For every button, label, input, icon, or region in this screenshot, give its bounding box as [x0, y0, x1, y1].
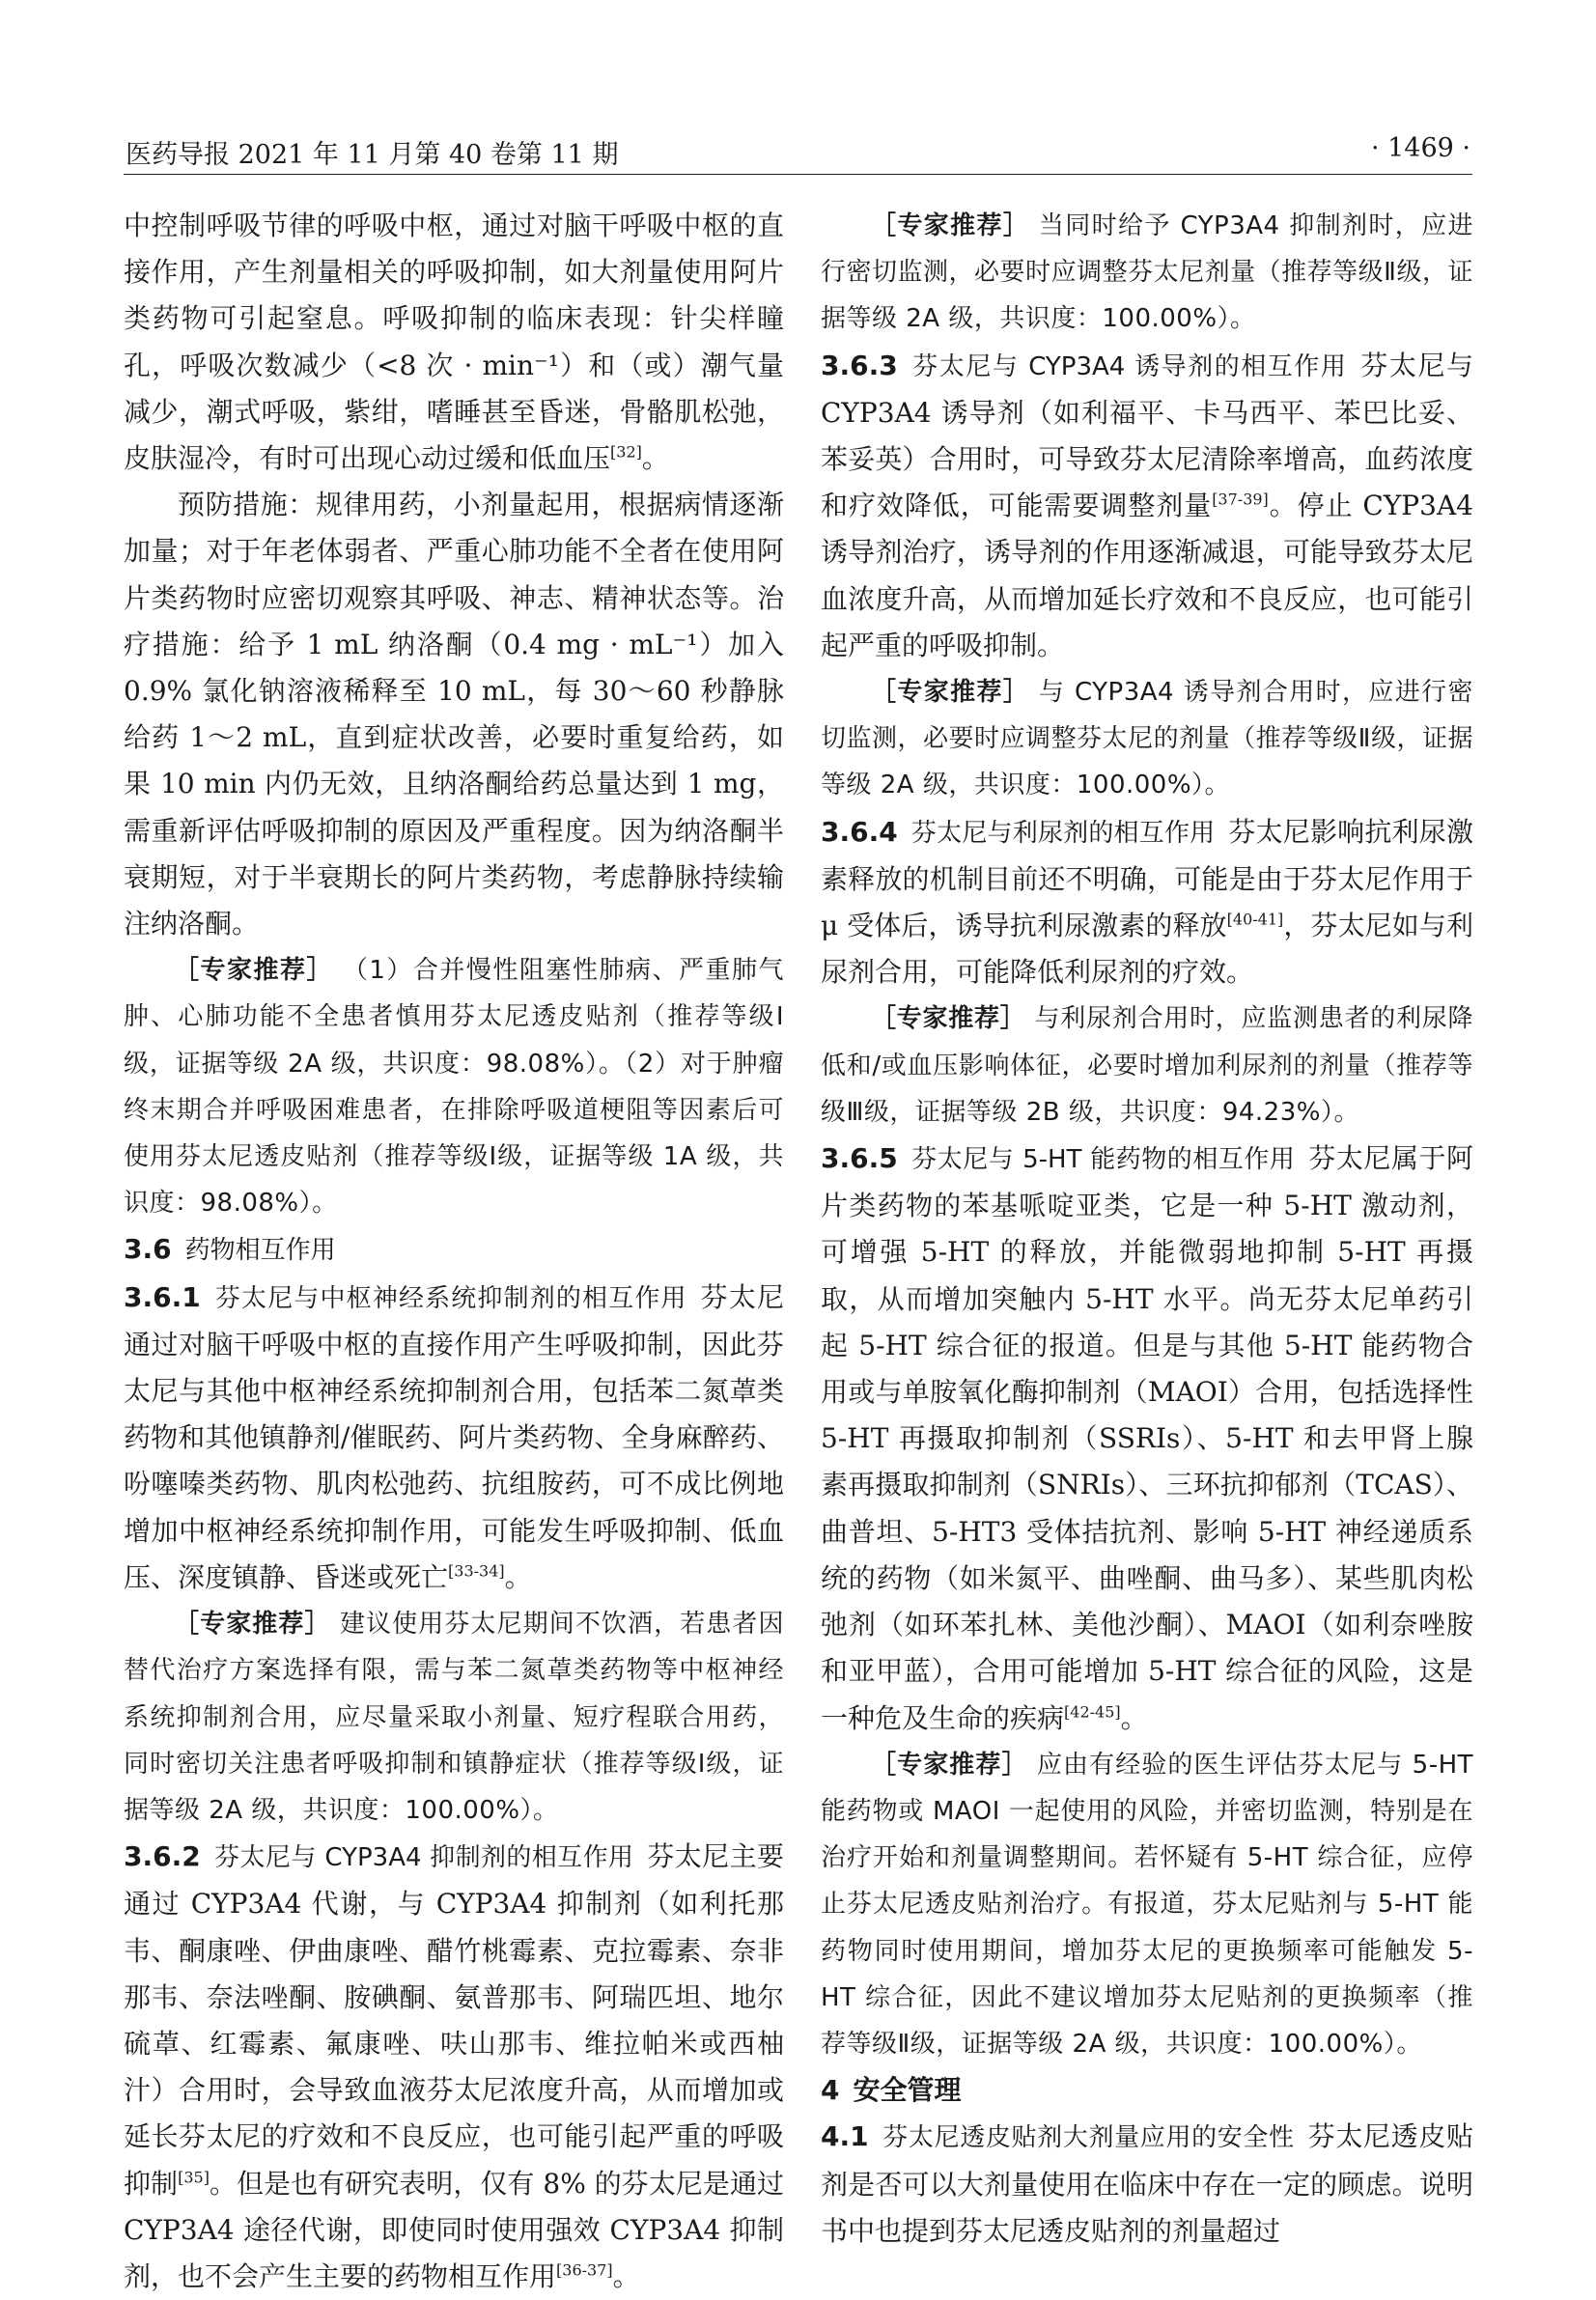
expert-recommendation: ［专家推荐］ 建议使用芬太尼期间不饮酒，若患者因替代治疗方案选择有限，需与苯二氮䓬类药物等中枢神经系统抑制剂合用，应尽量采取小剂量、短疗程联合用药，同时密切关注患者呼吸抑制和镇静症状（推荐等级Ⅰ级，证据等级 2A 级，共识度：100.00%）。	[124, 1610, 784, 1825]
expert-recommendation: ［专家推荐］ 与利尿剂合用时，应监测患者的利尿降低和/或血压影响体征，必要时增加利尿剂的剂量（推荐等级Ⅲ级，证据等级 2B 级，共识度：94.23%）。	[821, 1004, 1473, 1127]
journal-title: 医药导报 2021 年 11 月第 40 卷第 11 期	[126, 140, 619, 170]
left-column	[124, 203, 784, 2300]
paragraph: 3.6.5 芬太尼与 5-HT 能药物的相互作用 芬太尼属于阿片类药物的苯基哌啶亚类，它是一种 5-HT 激动剂，可增强 5-HT 的释放，并能微弱地抑制 5-HT 再摄取，从而增加突触内 5-HT 水平。尚无芬太尼单药引起 5-HT 综合征的报道。但是与其他 5-HT 能药物合用或与单胺氧化酶抑制剂（MAOI）合用，包括选择性 5-HT 再摄取抑制剂（SSRIs）、5-HT 和去甲肾上腺素再摄取抑制剂（SNRIs）、三环抗抑郁剂（TCAS）、曲普坦、5-HT3 受体拮抗剂、影响 5-HT 神经递质系统的药物（如米氮平、曲唑酮、曲马多）、某些肌肉松弛剂（如环苯扎林、美他沙酮）、MAOI（如利奈唑胺和亚甲蓝），合用可能增加 5-HT 综合征的风险，这是一种危及生命的疾病[42-45]。	[821, 1142, 1473, 1734]
paragraph: 3.6.4 芬太尼与利尿剂的相互作用 芬太尼影响抗利尿激素释放的机制目前还不明确，可能是由于芬太尼作用于 μ 受体后，诱导抗利尿激素的释放[40-41]，芬太尼如与利尿剂合用，可能降低利尿剂的疗效。	[821, 815, 1473, 989]
paragraph: 4.1 芬太尼透皮贴剂大剂量应用的安全性 芬太尼透皮贴剂是否可以大剂量使用在临床中存在一定的顾虑。说明书中也提到芬太尼透皮贴剂的剂量超过	[821, 2120, 1473, 2247]
section-heading: 4 安全管理	[821, 2074, 962, 2107]
expert-recommendation: ［专家推荐］ （1）合并慢性阻塞性肺病、严重肺气肿、心肺功能不全患者慎用芬太尼透皮贴剂（推荐等级Ⅰ级，证据等级 2A 级，共识度：98.08%）。（2）对于肿瘤终末期合并呼吸困难患者，在排除呼吸道梗阻等因素后可使用芬太尼透皮贴剂（推荐等级Ⅰ级，证据等级 1A 级，共识度：98.08%）。	[124, 956, 784, 1219]
expert-recommendation: ［专家推荐］ 应由有经验的医生评估芬太尼与 5-HT 能药物或 MAOI 一起使用的风险，并密切监测，特别是在治疗开始和剂量调整期间。若怀疑有 5-HT 综合征，应停止芬太尼透皮贴剂治疗。有报道，芬太尼贴剂与 5-HT 能药物同时使用期间，增加芬太尼的更换频率可能触发 5-HT 综合征，因此不建议增加芬太尼贴剂的更换频率（推荐等级Ⅱ级，证据等级 2A 级，共识度：100.00%）。	[821, 1750, 1474, 2059]
expert-recommendation: ［专家推荐］ 当同时给予 CYP3A4 抑制剂时，应进行密切监测，必要时应调整芬太尼剂量（推荐等级Ⅱ级，证据等级 2A 级，共识度：100.00%）。	[821, 211, 1473, 334]
right-column	[821, 203, 1473, 2255]
paragraph: 预防措施：规律用药，小剂量起用，根据病情逐渐加量；对于年老体弱者、严重心肺功能不全者在使用阿片类药物时应密切观察其呼吸、神志、精神状态等。治疗措施：给予 1 mL 纳洛酮（0.4 mg · mL⁻¹）加入 0.9% 氯化钠溶液稀释至 10 mL，每 30～60 秒静脉给药 1～2 mL，直到症状改善，必要时重复给药，如果 10 min 内仍无效，且纳洛酮给药总量达到 1 mg，需重新评估呼吸抑制的原因及严重程度。因为纳洛酮半衰期短，对于半衰期长的阿片类药物，考虑静脉持续输注纳洛酮。	[124, 489, 784, 940]
page-number: · 1469 ·	[1370, 133, 1470, 163]
paragraph: 3.6.3 芬太尼与 CYP3A4 诱导剂的相互作用 芬太尼与 CYP3A4 诱导剂（如利福平、卡马西平、苯巴比妥、苯妥英）合用时，可导致芬太尼清除率增高，血药浓度和疗效降低，可能需要调整剂量[37-39]。停止 CYP3A4 诱导剂治疗，诱导剂的作用逐渐减退，可能导致芬太尼血浓度升高，从而增加延长疗效和不良反应，也可能引起严重的呼吸抑制。	[821, 349, 1473, 661]
expert-recommendation: ［专家推荐］ 与 CYP3A4 诱导剂合用时，应进行密切监测，必要时应调整芬太尼的剂量（推荐等级Ⅱ级，证据等级 2A 级，共识度：100.00%）。	[821, 678, 1473, 800]
paragraph: 中控制呼吸节律的呼吸中枢，通过对脑干呼吸中枢的直接作用，产生剂量相关的呼吸抑制，如大剂量使用阿片类药物可引起窒息。呼吸抑制的临床表现：针尖样瞳孔，呼吸次数减少（<8 次 · min⁻¹）和（或）潮气量减少，潮式呼吸，紫绀，嗜睡甚至昏迷，骨骼肌松弛，皮肤湿冷，有时可出现心动过缓和低血压[32]。	[124, 210, 784, 475]
section-heading: 3.6 药物相互作用	[124, 1233, 336, 1266]
paragraph: 3.6.2 芬太尼与 CYP3A4 抑制剂的相互作用 芬太尼主要通过 CYP3A4 代谢，与 CYP3A4 抑制剂（如利托那韦、酮康唑、伊曲康唑、醋竹桃霉素、克拉霉素、奈非那韦、奈法唑酮、胺碘酮、氨普那韦、阿瑞匹坦、地尔硫䓬、红霉素、氟康唑、呋山那韦、维拉帕米或西柚汁）合用时，会导致血液芬太尼浓度升高，从而增加或延长芬太尼的疗效和不良反应，也可能引起严重的呼吸抑制[35]。但是也有研究表明，仅有 8% 的芬太尼是通过 CYP3A4 途径代谢，即使同时使用强效 CYP3A4 抑制剂，也不会产生主要的药物相互作用[36-37]。	[124, 1840, 784, 2292]
running-header	[124, 129, 1472, 175]
paragraph: 3.6.1 芬太尼与中枢神经系统抑制剂的相互作用 芬太尼通过对脑干呼吸中枢的直接作用产生呼吸抑制，因此芬太尼与其他中枢神经系统抑制剂合用，包括苯二氮䓬类药物和其他镇静剂/催眠药、阿片类药物、全身麻醉药、吩噻嗪类药物、肌肉松弛药、抗组胺药，可不成比例地增加中枢神经系统抑制作用，可能发生呼吸抑制、低血压、深度镇静、昏迷或死亡[33-34]。	[124, 1280, 784, 1593]
